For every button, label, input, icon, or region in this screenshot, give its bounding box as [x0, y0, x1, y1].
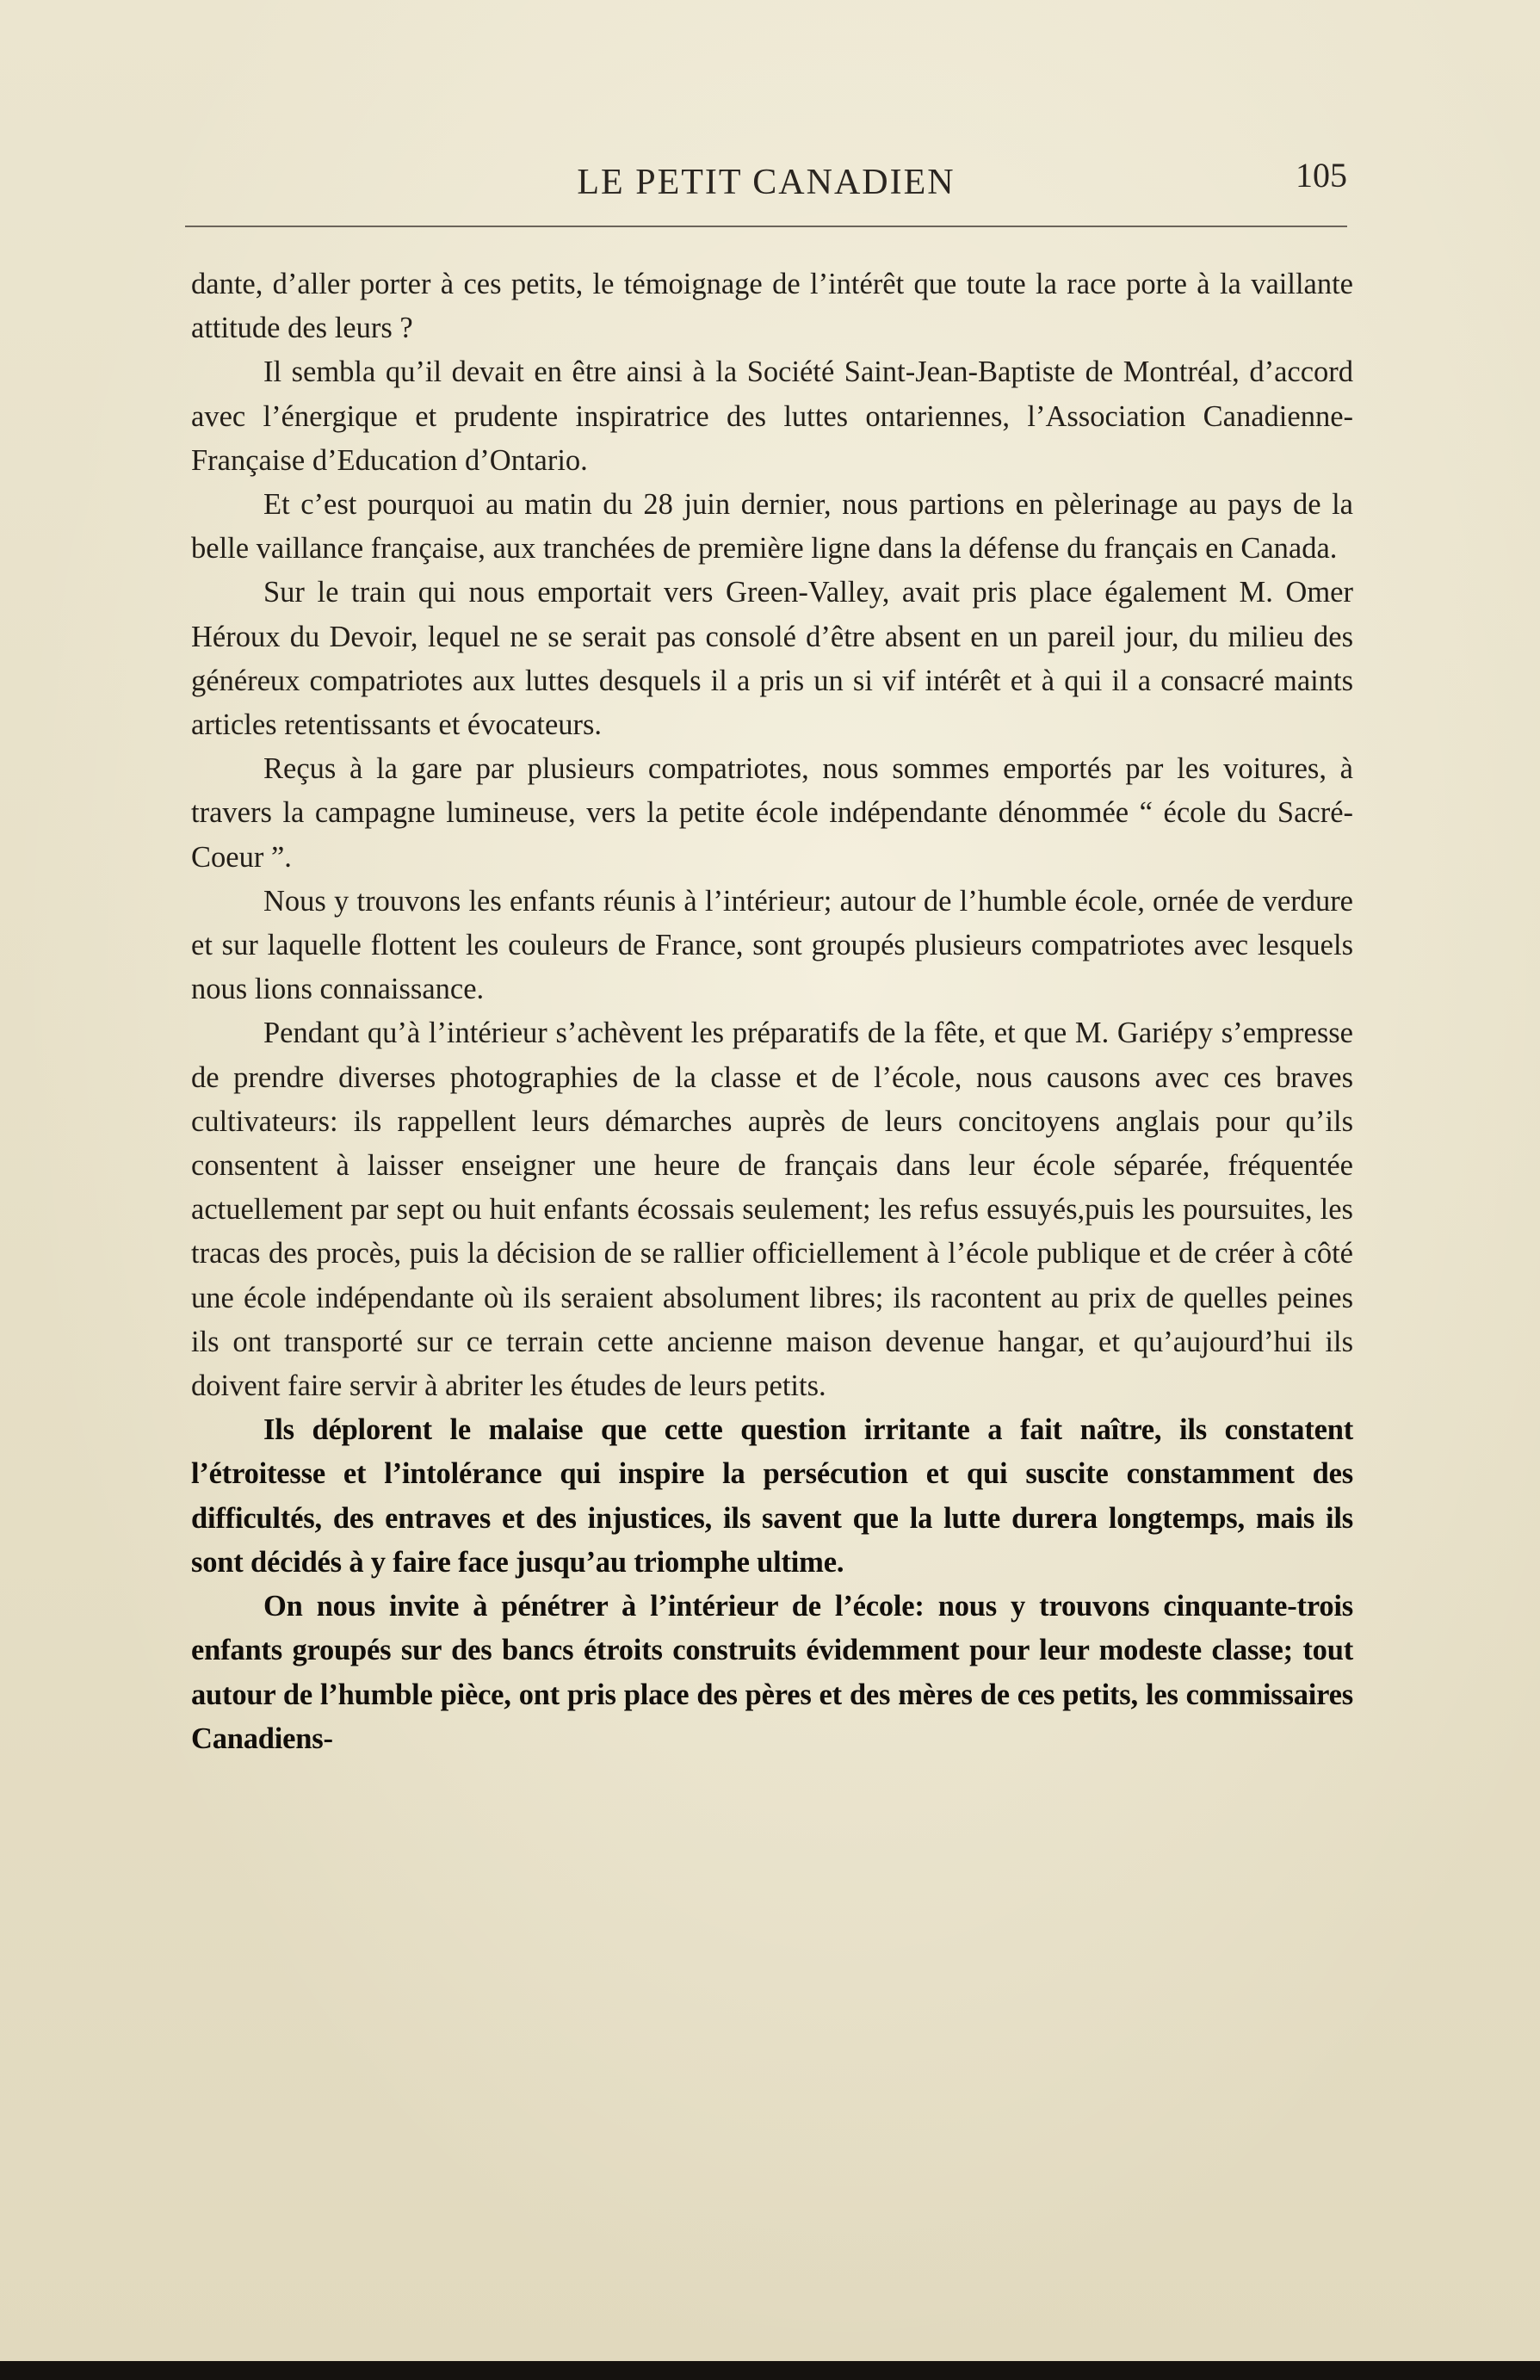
paragraph-4: Sur le train qui nous emportait vers Green-Valley, avait pris place également M. Omer Héroux du Devoir, lequel ne se serait pas consolé d’être absent en un pareil jour, du milieu des généreux compatriotes aux luttes desquels il a pris un si vif intérêt et à qui il a consacré maints articles retentissants et évocateurs. [191, 576, 1353, 742]
paragraph-5: Reçus à la gare par plusieurs compatriotes, nous sommes emportés par les voitures, à travers la campagne lumineuse, vers la petite école indépendante dénommée “ école du Sacré-Coeur ”. [191, 752, 1353, 874]
page-bottom-edge [0, 2361, 1540, 2380]
page-header [185, 156, 1347, 213]
paragraph-3: Et c’est pourquoi au matin du 28 juin dernier, nous partions en pèlerinage au pays de la belle vaillance française, aux tranchées de première ligne dans la défense du français en Canada. [191, 488, 1353, 566]
paragraph-7: Pendant qu’à l’intérieur s’achèvent les préparatifs de la fête, et que M. Gariépy s’empresse de prendre diverses photographies de la classe et de l’école, nous causons avec ces braves cultivateurs: ils rappellent leurs démarches auprès de leurs concitoyens anglais pour qu’ils consentent à laisser enseigner une heure de français dans leur école séparée, fréquentée actuellement par sept ou huit enfants écossais seulement; les refus essuyés,puis les poursuites, les tracas des procès, puis la décision de se rallier officiellement à l’école publique et de créer à côté une école indépendante où ils seraient absolument libres; ils racontent au prix de quelles peines ils ont transporté sur ce terrain cette ancienne maison devenue hangar, et qu’aujourd’hui ils doivent faire servir à abriter les études de leurs petits. [191, 1017, 1353, 1403]
running-title: LE PETIT CANADIEN [577, 163, 956, 202]
header-rule [185, 226, 1347, 227]
paragraph-9: On nous invite à pénétrer à l’intérieur de l’école: nous y trouvons cinquante-trois enfants groupés sur des bancs étroits construits évidemment pour leur modeste classe; tout autour de l’humble pièce, ont pris place des pères et des mères de ces petits, les commissaires Canadiens- [191, 1590, 1353, 1755]
paragraph-2: Il sembla qu’il devait en être ainsi à la Société Saint-Jean-Baptiste de Montréal, d’accord avec l’énergique et prudente inspiratrice des luttes ontariennes, l’Association Canadienne-Française d’Education d’Ontario. [191, 355, 1353, 477]
paragraph-1: dante, d’aller porter à ces petits, le témoignage de l’intérêt que toute la race porte à la vaillante attitude des leurs ? [191, 268, 1353, 345]
paragraph-6: Nous y trouvons les enfants réunis à l’intérieur; autour de l’humble école, ornée de verdure et sur laquelle flottent les couleurs de France, sont groupés plusieurs compatriotes avec lesquels nous lions connaissance. [191, 884, 1353, 1006]
body-text [191, 263, 1353, 1761]
paragraph-8: Ils déplorent le malaise que cette question irritante a fait naître, ils constatent l’étroitesse et l’intolérance qui inspire la persécution et qui suscite constamment des difficultés, des entraves et des injustices, ils savent que la lutte durera longtemps, mais ils sont décidés à y faire face jusqu’au triomphe ultime. [191, 1413, 1353, 1579]
page-number: 105 [1296, 156, 1347, 195]
